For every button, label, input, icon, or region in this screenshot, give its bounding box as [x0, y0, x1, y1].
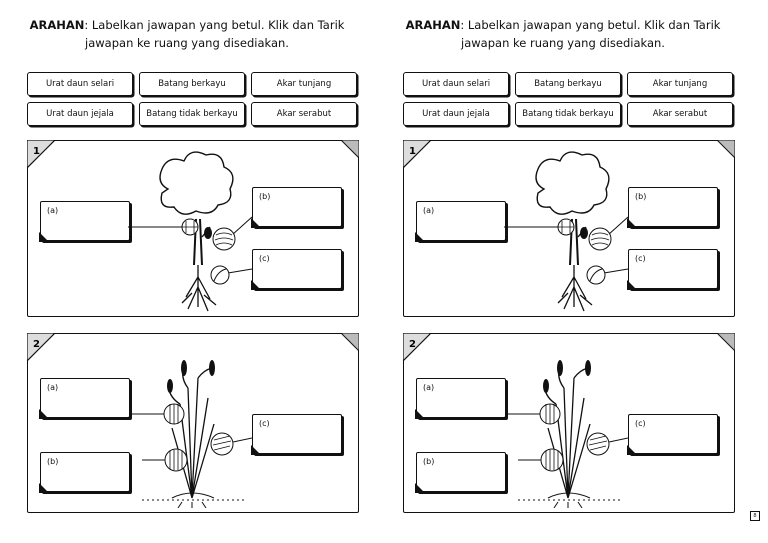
fold-corner-icon [415, 232, 425, 242]
instruction-line2: jawapan ke ruang yang disediakan. [461, 36, 665, 50]
tree-illustration [128, 147, 258, 313]
svg-text:1: 1 [409, 146, 416, 157]
question-panel-2 [403, 333, 735, 513]
dropzone-2c[interactable]: (c) [252, 414, 342, 454]
question-number-badge [403, 140, 431, 168]
dropzone-2b[interactable]: (b) [416, 452, 506, 492]
svg-text:2: 2 [33, 339, 40, 350]
instruction-text [22, 16, 352, 52]
svg-text:1: 1 [33, 146, 40, 157]
question-number-badge [403, 333, 431, 361]
dropzone-2c[interactable]: (c) [628, 414, 718, 454]
fold-corner-icon [415, 483, 425, 493]
chip-akar-tunjang[interactable]: Akar tunjang [627, 72, 733, 96]
dropzone-1a[interactable]: (a) [416, 201, 506, 241]
question-number-badge [27, 333, 55, 361]
chip-urat-daun-jejala[interactable]: Urat daun jejala [403, 102, 509, 126]
fold-corner-icon [627, 445, 637, 455]
worksheet-left [22, 0, 372, 543]
chip-batang-berkayu[interactable]: Batang berkayu [515, 72, 621, 96]
chip-batang-tidak-berkayu[interactable]: Batang tidak berkayu [515, 102, 621, 126]
question-panel-2 [27, 333, 359, 513]
chip-urat-daun-selari[interactable]: Urat daun selari [27, 72, 133, 96]
chip-urat-daun-selari[interactable]: Urat daun selari [403, 72, 509, 96]
fold-corner-icon [39, 232, 49, 242]
instruction-line2: jawapan ke ruang yang disediakan. [85, 36, 289, 50]
dropzone-1c[interactable]: (c) [628, 249, 718, 289]
tree-illustration [504, 147, 634, 313]
chip-urat-daun-jejala[interactable]: Urat daun jejala [27, 102, 133, 126]
chip-akar-tunjang[interactable]: Akar tunjang [251, 72, 357, 96]
instruction-line1: : Labelkan jawapan yang betul. Klik dan Tarik [460, 18, 721, 32]
instruction-text [398, 16, 728, 52]
chip-akar-serabut[interactable]: Akar serabut [251, 102, 357, 126]
chip-batang-berkayu[interactable]: Batang berkayu [139, 72, 245, 96]
fold-corner-icon [39, 483, 49, 493]
paddy-plant-illustration [508, 348, 628, 508]
worksheet-right [398, 0, 748, 543]
question-panel-1 [27, 140, 359, 317]
instruction-bold: ARAHAN [405, 18, 461, 32]
dropzone-1c[interactable]: (c) [252, 249, 342, 289]
fold-corner-icon [251, 445, 261, 455]
chip-akar-serabut[interactable]: Akar serabut [627, 102, 733, 126]
dropzone-1b[interactable]: (b) [252, 187, 342, 227]
corner-fold-icon [341, 333, 359, 351]
fold-corner-icon [415, 409, 425, 419]
paddy-plant-illustration [132, 348, 252, 508]
dropzone-2a[interactable]: (a) [416, 378, 506, 418]
dropzone-1b[interactable]: (b) [628, 187, 718, 227]
dropzone-2a[interactable]: (a) [40, 378, 130, 418]
dropzone-2b[interactable]: (b) [40, 452, 130, 492]
chip-batang-tidak-berkayu[interactable]: Batang tidak berkayu [139, 102, 245, 126]
instruction-line1: : Labelkan jawapan yang betul. Klik dan Tarik [84, 18, 345, 32]
fold-corner-icon [39, 409, 49, 419]
instruction-bold: ARAHAN [29, 18, 85, 32]
corner-fold-icon [717, 333, 735, 351]
question-number-badge [27, 140, 55, 168]
question-panel-1 [403, 140, 735, 317]
corner-fold-icon [341, 140, 359, 158]
page-number: 8 [750, 511, 760, 521]
corner-fold-icon [717, 140, 735, 158]
svg-text:2: 2 [409, 339, 416, 350]
dropzone-1a[interactable]: (a) [40, 201, 130, 241]
